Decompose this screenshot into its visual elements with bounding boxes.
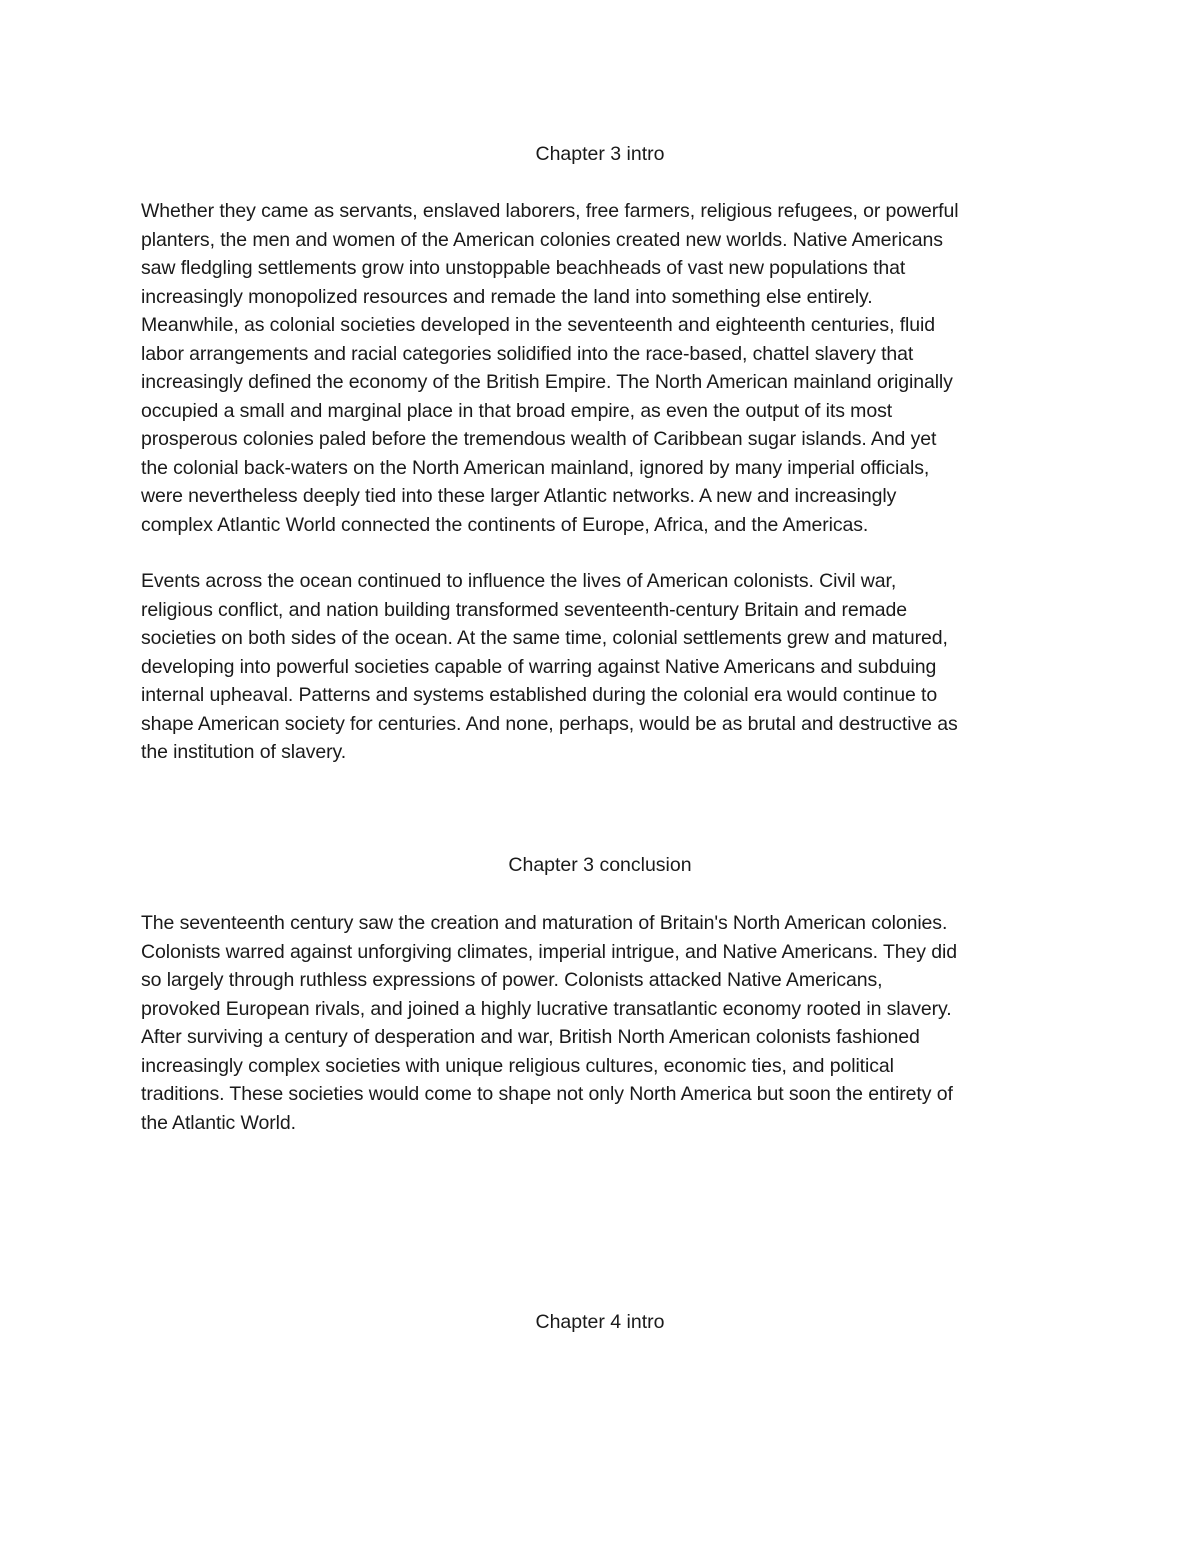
text-line: prosperous colonies paled before the tremendous wealth of Caribbean sugar islands. And yet [141, 428, 937, 450]
heading-chapter-3-intro: Chapter 3 intro [535, 143, 665, 165]
text-line: internal upheaval. Patterns and systems established during the colonial era would continue to [141, 684, 938, 706]
text-line: complex Atlantic World connected the continents of Europe, Africa, and the Americas. [141, 513, 869, 536]
text-line: Whether they came as servants, enslaved laborers, free farmers, religious refugees, or powerful [141, 200, 959, 222]
heading-chapter-3-conclusion: Chapter 3 conclusion [508, 854, 692, 876]
text-line: planters, the men and women of the American colonies created new worlds. Native Americans [141, 228, 943, 251]
text-line: saw fledgling settlements grow into unstoppable beachheads of vast new populations that [141, 257, 906, 279]
text-line: increasingly complex societies with unique religious cultures, economic ties, and political [141, 1054, 894, 1077]
text-line: The seventeenth century saw the creation and maturation of Britain's North American colonies. [141, 912, 948, 934]
text-line: labor arrangements and racial categories solidified into the race-based, chattel slavery that [141, 342, 914, 365]
text-line: occupied a small and marginal place in that broad empire, as even the output of its most [141, 399, 893, 422]
text-line: societies on both sides of the ocean. At the same time, colonial settlements grew and matured, [141, 627, 948, 649]
paragraph-intro-2 [141, 567, 1066, 767]
text-line: were nevertheless deeply tied into these larger Atlantic networks. A new and increasingly [141, 485, 897, 507]
text-line: the institution of slavery. [141, 741, 347, 763]
text-line: increasingly defined the economy of the British Empire. The North American mainland originally [141, 371, 953, 393]
text-line: increasingly monopolized resources and remade the land into something else entirely. [141, 285, 873, 308]
text-line: shape American society for centuries. And none, perhaps, would be as brutal and destructive as [141, 712, 958, 735]
text-line: the colonial back-waters on the North American mainland, ignored by many imperial officials, [141, 456, 930, 479]
text-line: developing into powerful societies capable of warring against Native Americans and subduing [141, 655, 937, 678]
text-line: religious conflict, and nation building transformed seventeenth-century Britain and remade [141, 598, 908, 621]
text-line: traditions. These societies would come to shape not only North America but soon the entirety of [141, 1083, 953, 1105]
text-line: Colonists warred against unforgiving climates, imperial intrigue, and Native Americans. They did [141, 940, 957, 963]
text-line: After surviving a century of desperation and war, British North American colonists fashioned [141, 1026, 920, 1048]
text-line: Meanwhile, as colonial societies developed in the seventeenth and eighteenth centuries, fluid [141, 314, 935, 336]
paragraph-intro-1 [141, 197, 1066, 539]
paragraph-conclusion-1 [141, 909, 1066, 1137]
text-line: provoked European rivals, and joined a highly lucrative transatlantic economy rooted in slavery. [141, 997, 952, 1020]
text-line: so largely through ruthless expressions of power. Colonists attacked Native Americans, [141, 969, 883, 991]
text-line: Events across the ocean continued to influence the lives of American colonists. Civil war, [141, 570, 897, 592]
heading-chapter-4-intro: Chapter 4 intro [535, 1311, 665, 1333]
text-line: the Atlantic World. [141, 1111, 296, 1134]
